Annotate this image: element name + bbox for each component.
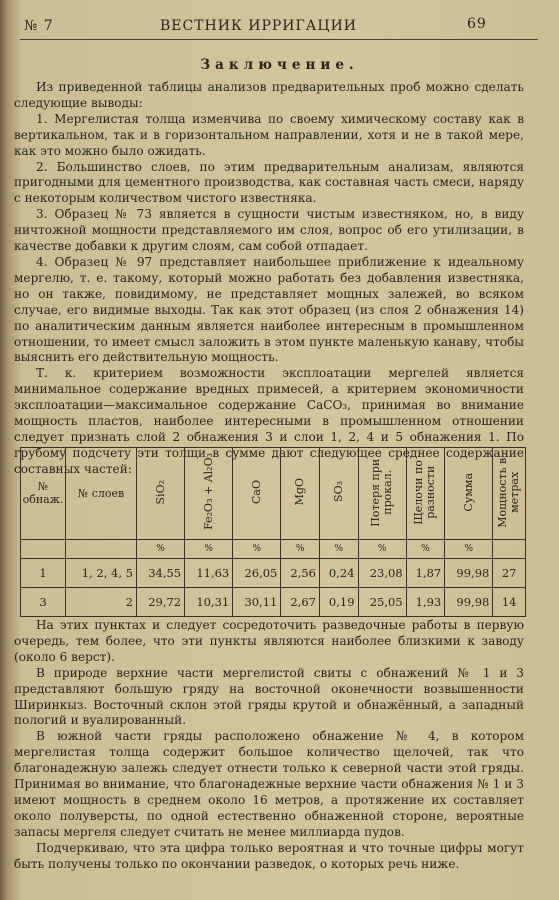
text-after-table	[14, 618, 524, 873]
running-header	[0, 18, 559, 40]
table-units-row: % % % % % % % %	[21, 539, 526, 558]
paragraph: В южной части гряды расположено обнажение № 4, в котором мергелистая толща содержит большое количество щелочей, так что благонадежную залежь следует отнести только к северной части этой гряды. Принимая во внимание, что благонадежные верхние части обнажения № 1 и 3 имеют мощность в среднем около 16 метров, а протяжение их составляет около полуверсты, по одной естественно обнаженной стороне, вероятные запасы мергеля следует считать не менее миллиарда пудов.	[14, 729, 524, 839]
journal-title: ВЕСТНИК ИРРИГАЦИИ	[160, 18, 358, 34]
table-header: Мощность в метрах	[493, 448, 526, 540]
paragraph: 2. Большинство слоев, по этим предварительным анализам, являются пригодными для цементного производства, как составная часть смеси, наряду с некоторым количеством чистого известняка.	[14, 159, 524, 206]
paragraph: На этих пунктах и следует сосредоточить разведочные работы в первую очередь, тем более, что эти пункты являются наиболее близкими к заводу (около 6 верст).	[14, 618, 524, 664]
table-header: MgO	[281, 448, 320, 540]
paragraph: 4. Образец № 97 представляет наибольшее приближение к идеальному мергелю, т. е. такому, который можно работать без добавления известняка, но он также, повидимому, не представляет мощных залежей, во всяком случае, его видимые выходы. Так как этот образец (из слоя 2 обнажения 14) по аналитическим данным является наиболее интересным в промышленном отношении, то имеет смысл заложить в этом пункте маленькую канаву, чтобы выяснить его действительную мощность.	[14, 254, 524, 365]
table-header: № слоев	[66, 448, 137, 540]
table-header: CaO	[233, 448, 281, 540]
paragraph: 1. Мергелистая толща изменчива по своему химическому составу как в вертикальном, так и в горизонтальном направлении, хотя и не в такой мере, как это можно было ожидать.	[14, 111, 524, 158]
table-header: Щелочи по разности	[406, 448, 445, 540]
table-header: Потеря при прокал.	[358, 448, 406, 540]
table-header: SiO₂	[137, 448, 185, 540]
table-row: 1 1, 2, 4, 5 34,55 11,63 26,05 2,56 0,24 23,08 1,87 99,98 27	[21, 558, 526, 587]
paragraph: В природе верхние части мергелистой свиты с обнажений № 1 и 3 представляют большую гряду на восточной оконечности возвышенности Ширинкыз. Восточный склон этой гряды крутой и обнажённый, а западный пологий и вуалированный.	[14, 665, 524, 728]
table-header: Fe₂O₃ + Al₂O₃	[185, 448, 233, 540]
table-header-row	[21, 448, 526, 540]
table-header: Сумма	[445, 448, 493, 540]
paragraph: Т. к. критерием возможности эксплоатации мергелей является минимальное содержание вредных примесей, а критерием экономичности эксплоатации—максимальное содержание CaCO₃, принимая во внимание мощность пластов, наиболее интересными в промышленном отношении следует признать слой 2 обнажения 3 и слои 1, 2, 4 и 5 обнажения 1. По грубому подсчету эти толщи в сумме дают следующее среднее содержание составных частей:	[14, 366, 524, 476]
table-row: 3 2 29,72 10,31 30,11 2,67 0,19 25,05 1,93 99,98 14	[21, 587, 526, 616]
issue-number: № 7	[24, 18, 54, 34]
page-number: 69	[467, 16, 487, 32]
paragraph: Подчеркиваю, что эта цифра только вероятная и что точные цифры могут быть получены только по окончании разведок, о которых речь ниже.	[14, 840, 524, 871]
composition-table	[20, 447, 526, 617]
section-title: Заключение.	[200, 57, 359, 73]
text-before-table	[14, 80, 524, 478]
table-header: SO₃	[319, 448, 358, 540]
table-header: № обнаж.	[21, 448, 66, 540]
paragraph: Из приведенной таблицы анализов предварительных проб можно сделать следующие выводы:	[14, 80, 524, 110]
header-rule	[20, 39, 538, 40]
paragraph: 3. Образец № 73 является в сущности чистым известняком, но, в виду ничтожной мощности представляемого им слоя, вопрос об его утилизации, в качестве добавки к другим слоям, сам собой отпадает.	[14, 207, 524, 254]
